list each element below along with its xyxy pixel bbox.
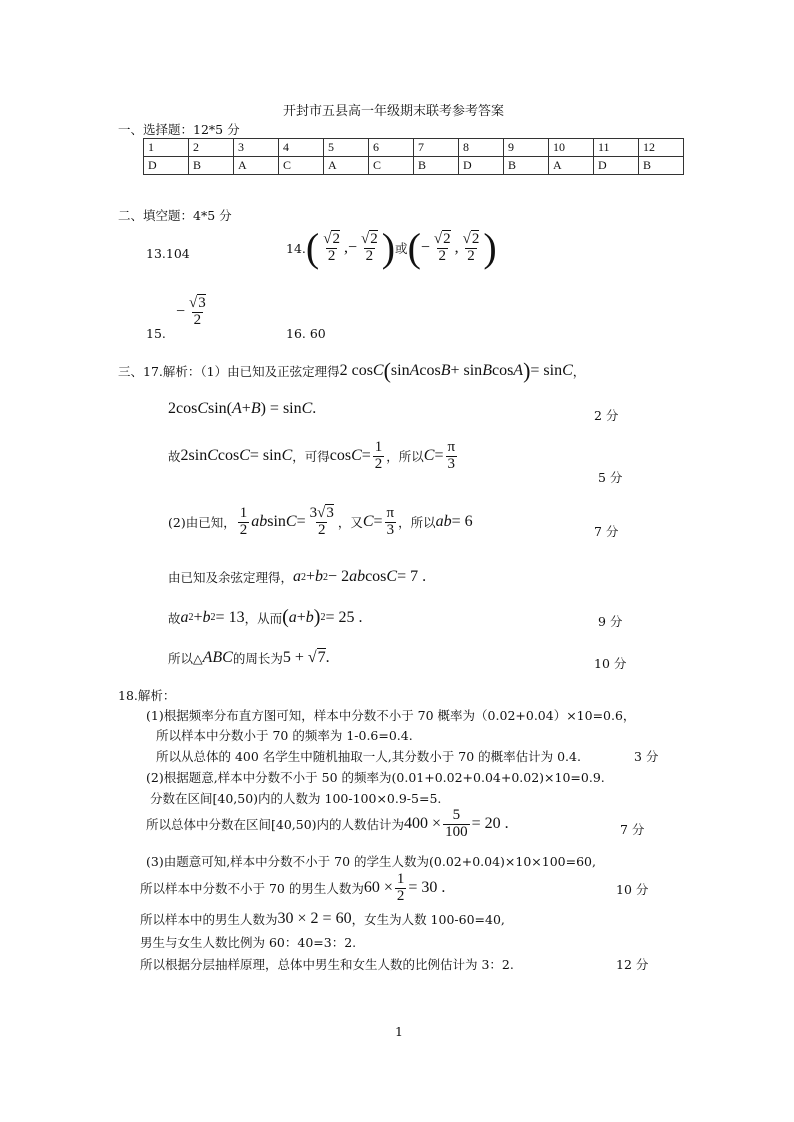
q18-line-8: 所以样本中分数不小于 70 的男生人数为 60 × $\frac{1}{2}$ = 30 . [140, 871, 446, 904]
q18-line-9: 所以样本中的男生人数为 30 × 2 = 60 ，女生为人数 100-60=40, [140, 910, 505, 927]
answer-14-label: 14. [286, 240, 306, 256]
fraction: $\frac{\pi}{3}$ [386, 505, 395, 538]
q17-intro: 三、17.解析：（1）由已知及正弦定理得 [118, 364, 340, 379]
table-cell: 8 [459, 139, 504, 157]
table-cell: 1 [144, 139, 189, 157]
table-cell: B [504, 157, 549, 175]
table-row [144, 139, 684, 157]
q17-line-6: 故 a 2 + b 2 = 13 ，从而 ( a + b ) 2 = 25 . [168, 606, 363, 628]
q18-line: 男生与女生人数比例为 60：40=3：2. [140, 935, 357, 950]
table-cell: 6 [369, 139, 414, 157]
answer-15-label: 15. [146, 326, 166, 341]
q17-line-1: 三、17.解析：（1）由已知及正弦定理得 2 cos C ( sin A cos B + sin B cos A ) = sin C ， [118, 358, 586, 383]
answer-13: 13.104 [146, 246, 190, 261]
table-cell: D [144, 157, 189, 175]
table-cell: 3 [234, 139, 279, 157]
q17-line-7: 所以△ ABC 的周长为 5 + √ 7 . [168, 648, 330, 666]
fraction: $\frac{√2}{2}$ [433, 230, 451, 264]
answer-14: 14. ( $\frac{√2}{2}$ ,− $\frac{√2}{2}$ ) 或 ( − $\frac{√2}{2}$ , $\frac{√2}{2}$ ) [286, 225, 497, 270]
text: 故 [168, 449, 181, 465]
text: 的周长为 [232, 650, 283, 666]
table-cell: A [549, 157, 594, 175]
fraction: $\frac{1}{2}$ [396, 871, 405, 904]
table-row [144, 157, 684, 175]
score-label: 12 分 [616, 957, 649, 972]
q18-line: 所以从总体的 400 名学生中随机抽取一人,其分数小于 70 的概率估计为 0.4. [156, 749, 581, 764]
fraction: $\frac{√2}{2}$ [360, 230, 378, 264]
score-label: 3 分 [634, 749, 659, 764]
text: ，所以 [386, 449, 424, 465]
table-cell: 7 [414, 139, 459, 157]
table-cell: A [324, 157, 369, 175]
text: 所以△ [168, 650, 203, 666]
text: ，可得 [292, 449, 330, 465]
q17-line-3: 故 2sin C cos C = sin C ，可得 cos C = $\frac{1}{2}$ ，所以 C = $\frac{\pi}{3}$ [168, 439, 456, 472]
section-1-heading: 一、选择题：12*5 分 [118, 122, 240, 137]
table-cell: 12 [639, 139, 684, 157]
q18-line-6: 所以总体中分数在区间[40,50)内的人数估计为 400 × $\frac{5}{100}$ = 20 . [146, 807, 509, 840]
score-label: 9 分 [598, 614, 623, 629]
q18-heading: 18.解析： [118, 688, 176, 703]
page-number: 1 [395, 1024, 403, 1039]
answer-16: 16. 60 [286, 326, 326, 341]
q17-line-4: (2)由已知， $\frac{1}{2}$ ab sin C = $\frac{3√3}{2}$ ，又 C = $\frac{\pi}{3}$ ，所以 ab = 6 [168, 505, 473, 538]
score-label: 10 分 [594, 656, 627, 671]
text: 所以总体中分数在区间[40,50)内的人数估计为 [146, 817, 405, 833]
text: 故 [168, 610, 181, 626]
table-cell: C [279, 157, 324, 175]
table-cell: 9 [504, 139, 549, 157]
q17-line-2: 2cosCsin(A+B) = sinC. [168, 400, 317, 417]
fraction: $\frac{√2}{2}$ [462, 230, 480, 264]
table-cell: 11 [594, 139, 639, 157]
fraction: $\frac{1}{2}$ [239, 505, 248, 538]
table-cell: 5 [324, 139, 369, 157]
fraction: $\frac{√3}{2}$ [189, 295, 206, 328]
table-cell: B [189, 157, 234, 175]
text: 所以样本中的男生人数为 [140, 912, 278, 927]
answer-15: − $\frac{√3}{2}$ [176, 295, 206, 328]
text: (2)由已知， [168, 515, 236, 531]
fraction: $\frac{3√3}{2}$ [309, 505, 334, 538]
text: ，女生为人数 100-60=40, [351, 912, 505, 927]
answer-14-or: 或 [395, 241, 408, 256]
text: ，从而 [244, 610, 283, 626]
table-cell: B [414, 157, 459, 175]
page-title: 开封市五县高一年级期末联考参考答案 [283, 104, 505, 119]
text: 由已知及余弦定理得， [168, 570, 294, 585]
table-cell: 4 [279, 139, 324, 157]
score-label: 2 分 [594, 408, 619, 423]
q18-line: (1)根据频率分布直方图可知，样本中分数不小于 70 概率为（0.02+0.04）×10=0.6， [146, 708, 636, 723]
section-2-heading: 二、填空题：4*5 分 [118, 208, 232, 223]
answer-table [143, 138, 684, 175]
score-label: 7 分 [620, 822, 645, 837]
fraction: $\frac{\pi}{3}$ [447, 439, 456, 472]
text: 所以样本中分数不小于 70 的男生人数为 [140, 881, 364, 897]
q18-line: 所以样本中分数小于 70 的频率为 1-0.6=0.4. [156, 728, 413, 743]
fraction: $\frac{√2}{2}$ [323, 230, 340, 264]
score-label: 5 分 [598, 470, 623, 485]
q18-line: 所以根据分层抽样原理，总体中男生和女生人数的比例估计为 3：2. [140, 957, 514, 972]
q18-line: (3)由题意可知,样本中分数不小于 70 的学生人数为(0.02+0.04)×10×100=60, [146, 854, 596, 869]
table-cell: A [234, 157, 279, 175]
q18-line: (2)根据题意,样本中分数不小于 50 的频率为(0.01+0.02+0.04+0.02)×10=0.9. [146, 770, 605, 785]
q18-line: 分数在区间[40,50)内的人数为 100-100×0.9-5=5. [150, 791, 442, 806]
table-cell: 10 [549, 139, 594, 157]
q17-line-5: 由已知及余弦定理得， a 2 + b 2 − 2 ab cos C = 7 . [168, 568, 427, 585]
fraction: $\frac{1}{2}$ [374, 439, 383, 472]
score-label: 10 分 [616, 882, 649, 897]
text: ，又 [337, 515, 363, 531]
table-cell: D [594, 157, 639, 175]
table-cell: D [459, 157, 504, 175]
table-cell: 2 [189, 139, 234, 157]
fraction: $\frac{5}{100}$ [445, 807, 468, 840]
table-cell: B [639, 157, 684, 175]
table-cell: C [369, 157, 414, 175]
text: ，所以 [398, 515, 436, 531]
score-label: 7 分 [594, 524, 619, 539]
